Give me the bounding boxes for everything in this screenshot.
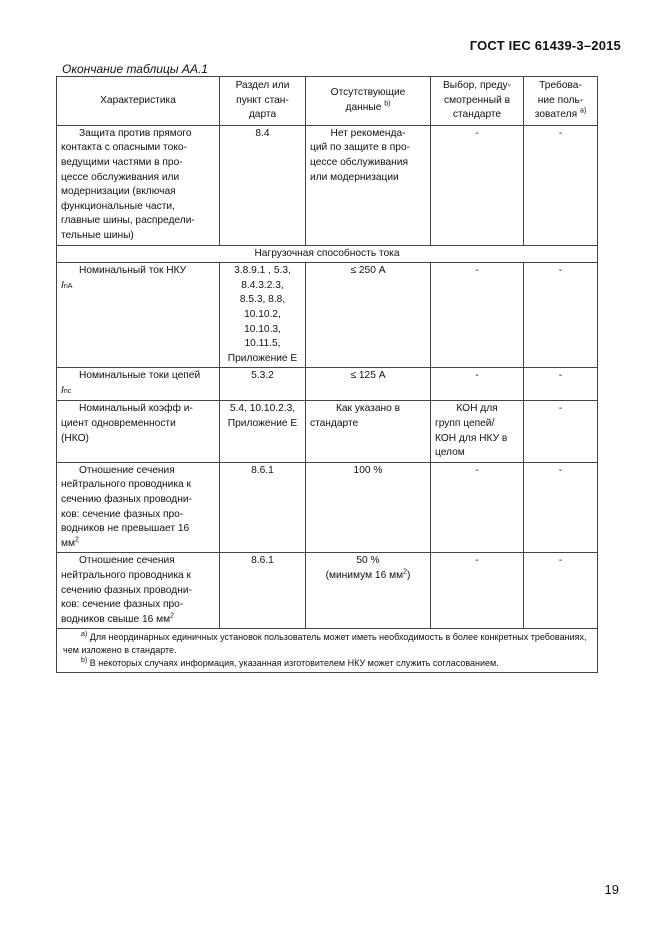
cell-line: 50 %	[356, 555, 380, 567]
cell-section	[220, 263, 306, 368]
cell-line: 8.5.3, 8.8,	[239, 294, 286, 306]
header-characteristic: Характеристика	[57, 77, 220, 126]
cell-line-tail: )	[407, 570, 411, 581]
header-section	[220, 77, 306, 126]
cell-line: КОН для	[456, 403, 498, 415]
cell-section: 8.6.1	[220, 462, 306, 553]
cell-absent-data: ≤ 250 А	[306, 263, 431, 368]
note-b-text: В некоторых случаях информация, указанная изготовителем НКУ может служить согласованием.	[89, 658, 499, 669]
cell-line: сечению фазных проводни-	[61, 494, 192, 506]
table-caption: Окончание таблицы АА.1	[62, 62, 208, 76]
symbol-letter: I	[61, 279, 64, 291]
cell-line: Как указано в	[335, 403, 401, 415]
cell-line: сечению фазных проводни-	[61, 584, 192, 596]
cell-line: или модернизации	[310, 171, 399, 183]
cell-user-requirement: -	[524, 462, 598, 553]
cell-absent-data	[306, 553, 431, 629]
cell-line: 10.10.2,	[244, 308, 281, 320]
cell-line: (НКО)	[61, 432, 89, 444]
cell-characteristic	[57, 368, 220, 401]
requirements-table	[56, 76, 598, 673]
header-line: пункт стан-	[236, 94, 289, 106]
notes-row	[57, 629, 598, 673]
cell-choice: -	[431, 462, 524, 553]
header-line: ние поль-	[537, 94, 584, 106]
header-line: стандарте	[452, 109, 502, 121]
cell-line: цессе обслуживания или	[61, 171, 180, 183]
cell-choice: -	[431, 263, 524, 368]
table-header-row	[57, 77, 598, 126]
superscript: 2	[403, 568, 407, 576]
cell-characteristic	[57, 462, 220, 553]
cell-line: функциональные части,	[61, 200, 175, 212]
footnote-mark: b)	[384, 100, 391, 108]
cell-line: модернизации (включая	[61, 186, 176, 198]
cell-line: 5.4, 10.10.2.3,	[229, 403, 296, 415]
table-notes	[57, 629, 598, 673]
header-user-requirement	[524, 77, 598, 126]
header-line: Раздел или	[235, 80, 290, 91]
group-row	[57, 245, 598, 263]
cell-line: 10.11.5,	[244, 338, 281, 350]
footnote-mark: b)	[81, 657, 88, 665]
cell-line: 3.8.9.1 , 5.3,	[234, 265, 291, 277]
cell-line: 8.4.3.2.3,	[241, 279, 284, 291]
cell-absent-data	[306, 401, 431, 462]
header-line	[527, 108, 594, 123]
standard-header: ГОСТ IEC 61439-3–2015	[469, 38, 621, 53]
table-row	[57, 462, 598, 553]
header-line: Выбор, преду-	[443, 80, 511, 91]
header-line: Отсутствующие	[330, 87, 406, 99]
symbol-letter: I	[61, 384, 64, 396]
header-choice	[431, 77, 524, 126]
header-absent-data	[306, 77, 431, 126]
header-line	[309, 101, 427, 116]
header-line: дарта	[248, 109, 277, 121]
cell-line: Отношение сечения	[79, 555, 175, 567]
cell-line: цессе обслуживания	[310, 156, 409, 168]
cell-line: целом	[435, 447, 465, 459]
cell-line: тельные шины)	[61, 229, 134, 241]
cell-line-text: водников свыше 16 мм	[61, 613, 171, 625]
cell-line: Номинальный коэфф и-	[79, 403, 193, 415]
cell-line: ков: сечение фазных про-	[61, 508, 184, 520]
cell-line: ций по защите в про-	[310, 142, 410, 154]
table-row	[57, 263, 598, 368]
cell-line: групп цепей/	[435, 418, 495, 430]
cell-choice: -	[431, 553, 524, 629]
table-row	[57, 553, 598, 629]
cell-section: 8.6.1	[220, 553, 306, 629]
cell-line: контакта с опасными токо-	[61, 142, 187, 154]
footnote-mark: a)	[579, 107, 587, 115]
cell-line: главные шины, распредели-	[61, 215, 195, 227]
cell-line: Нет рекоменда-	[330, 127, 406, 139]
cell-user-requirement: -	[524, 368, 598, 401]
cell-line-text: мм	[61, 537, 76, 549]
cell-line	[310, 569, 426, 584]
cell-absent-data: ≤ 125 А	[306, 368, 431, 401]
cell-line: стандарте	[310, 418, 359, 430]
cell-characteristic	[57, 401, 220, 462]
symbol-subscript: nc	[63, 387, 72, 395]
superscript: 2	[170, 612, 175, 620]
table-row	[57, 125, 598, 245]
cell-user-requirement: -	[524, 553, 598, 629]
footnote-mark: a)	[81, 631, 88, 639]
cell-absent-data: 100 %	[306, 462, 431, 553]
cell-line-text: (минимум 16 мм	[325, 570, 404, 581]
cell-line	[61, 537, 215, 552]
table-row	[57, 401, 598, 462]
cell-line: Отношение сечения	[79, 464, 175, 476]
cell-line: 10.10.3,	[244, 323, 281, 335]
cell-user-requirement: -	[524, 263, 598, 368]
header-line: Требова-	[539, 80, 582, 91]
cell-line: Номинальный ток НКУ	[79, 265, 187, 277]
cell-line: Защита против прямого	[79, 127, 192, 139]
cell-characteristic	[57, 125, 220, 245]
cell-line: Номинальные токи цепей	[79, 370, 201, 382]
cell-characteristic	[57, 263, 220, 368]
cell-line: циент одновременности	[61, 418, 176, 430]
cell-line: нейтрального проводника к	[61, 570, 191, 581]
cell-user-requirement: -	[524, 401, 598, 462]
header-line: смотренный в	[443, 94, 511, 106]
cell-symbol	[61, 384, 215, 400]
cell-line: Приложение Е	[227, 418, 298, 430]
cell-line: КОН для НКУ в	[435, 432, 508, 444]
cell-line: нейтрального проводника к	[61, 479, 191, 491]
table-row	[57, 368, 598, 401]
header-line-text: данные	[345, 101, 382, 113]
cell-line	[61, 613, 215, 628]
note-b	[63, 657, 591, 670]
cell-line: водников не превышает 16	[61, 523, 190, 535]
cell-characteristic	[57, 553, 220, 629]
note-a-text: Для неординарных единичных установок пользователь может иметь необходимость в более конкретных требованиях, чем изложено в стандарте.	[63, 632, 587, 656]
note-a	[63, 631, 591, 657]
symbol-subscript: nA	[63, 282, 73, 290]
superscript: 2	[75, 536, 79, 544]
page-number: 19	[604, 882, 619, 897]
cell-user-requirement: -	[524, 125, 598, 245]
cell-choice	[431, 401, 524, 462]
cell-section: 8.4	[220, 125, 306, 245]
cell-line: Приложение Е	[227, 352, 298, 364]
cell-line: ков: сечение фазных про-	[61, 599, 184, 611]
cell-absent-data	[306, 125, 431, 245]
group-label: Нагрузочная способность тока	[57, 245, 598, 263]
cell-line: ведущими частями в про-	[61, 156, 183, 168]
cell-choice: -	[431, 125, 524, 245]
header-line-text: зователя	[534, 109, 578, 121]
cell-section: 5.3.2	[220, 368, 306, 401]
cell-symbol	[61, 279, 215, 295]
cell-choice: -	[431, 368, 524, 401]
cell-section	[220, 401, 306, 462]
